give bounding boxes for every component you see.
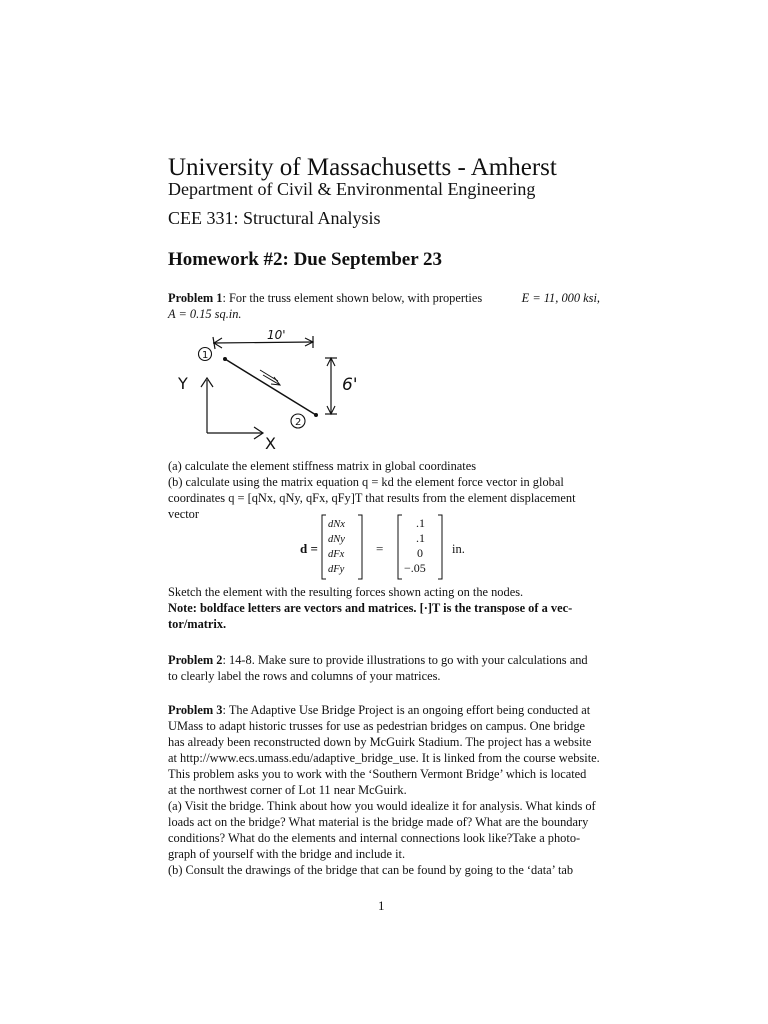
- part-a-text: (a) calculate the element stiffness matrix in global coordinates: [168, 459, 477, 473]
- sketch-instruction: Sketch the element with the resulting forces shown acting on the nodes.: [168, 585, 524, 599]
- problem3-label: Problem 3: [168, 703, 223, 717]
- matrix-symbol-3: dFx: [328, 549, 345, 560]
- truss-member: [225, 359, 316, 415]
- global-axes: [177, 374, 276, 453]
- y-axis-label: Y: [178, 374, 188, 393]
- problem3-line-10: graph of yourself with the bridge and include it.: [168, 847, 406, 861]
- matrix-lhs: d =: [300, 541, 318, 556]
- x-axis-label: X: [265, 434, 276, 453]
- problem3-line-3: has already been reconstructed down by McGuirk Stadium. The project has a website: [168, 735, 592, 749]
- a-property: A = 0.15 sq.in.: [168, 307, 242, 321]
- university-heading: University of Massachusetts - Amherst: [168, 154, 557, 181]
- dim-10ft-label: 10': [267, 328, 286, 342]
- problem1-label: Problem 1: [168, 291, 223, 305]
- problem3: [168, 702, 600, 878]
- node-1-label: 1: [202, 350, 209, 361]
- node-2-point: [314, 413, 318, 417]
- displacement-vector-equation: [298, 512, 498, 582]
- problem3-line-9: conditions? What do the elements and internal connections look like?Take a photo-: [168, 831, 581, 845]
- problem1-intro-text: : For the truss element shown below, with properties: [222, 291, 483, 305]
- note-line-1: Note: boldface letters are vectors and matrices. [·]T is the transpose of a vec-: [168, 601, 573, 615]
- dim-6ft-label: 6': [342, 375, 358, 395]
- note-line-2: tor/matrix.: [168, 617, 227, 631]
- part-b-line-1: (b) calculate using the matrix equation q = kd the element force vector in global: [168, 475, 564, 489]
- problem2-label: Problem 2: [168, 653, 223, 667]
- problem2: [168, 652, 600, 684]
- matrix-equals: =: [376, 541, 384, 556]
- page-number: 1: [378, 898, 385, 913]
- matrix-unit: in.: [452, 542, 465, 556]
- part-b-line-3: vector: [168, 507, 199, 521]
- homework-title: Homework #2: Due September 23: [168, 249, 443, 270]
- node-2-marker: [291, 414, 305, 428]
- problem3-line-6: at the northwest corner of Lot 11 near McGuirk.: [168, 783, 407, 797]
- matrix-value-3: 0: [417, 546, 423, 560]
- problem3-line-11: (b) Consult the drawings of the bridge that can be found by going to the ‘data’ tab: [168, 863, 574, 877]
- matrix-symbol-4: dFy: [328, 564, 345, 575]
- node-1-point: [223, 357, 227, 361]
- problem1-closing: [168, 584, 600, 632]
- matrix-symbol-1: dNx: [328, 519, 345, 530]
- problem2-line-2: to clearly label the rows and columns of your matrices.: [168, 669, 441, 683]
- e-property: E = 11, 000 ksi,: [521, 291, 600, 305]
- horizontal-dimension: [213, 328, 313, 349]
- matrix-symbol-2: dNy: [328, 534, 345, 545]
- department-heading: Department of Civil & Environmental Engineering: [168, 179, 536, 199]
- course-heading: CEE 331: Structural Analysis: [168, 208, 381, 228]
- problem3-line-8: loads act on the bridge? What material is the bridge made of? What are the boundary: [168, 815, 589, 829]
- node-2-label: 2: [295, 417, 302, 428]
- vertical-dimension: [325, 358, 358, 414]
- problem3-line-2: UMass to adapt historic trusses for use as pedestrian bridges on campus. One bridge: [168, 719, 586, 733]
- problem3-line-7: (a) Visit the bridge. Think about how you would idealize it for analysis. What kinds of: [168, 799, 596, 813]
- node-1-marker: [199, 348, 212, 362]
- problem3-line-1: : The Adaptive Use Bridge Project is an ongoing effort being conducted at: [222, 703, 591, 717]
- problem1-intro: [168, 290, 600, 322]
- matrix-value-4: −.05: [404, 561, 426, 575]
- problem2-line-1: : 14-8. Make sure to provide illustrations to go with your calculations and: [222, 653, 588, 667]
- matrix-value-2: .1: [416, 531, 425, 545]
- part-b-line-2: coordinates q = [qNx, qNy, qFx, qFy]T that results from the element displacement: [168, 491, 576, 505]
- truss-element-figure: [170, 325, 380, 455]
- problem3-line-5: This problem asks you to work with the ‘Southern Vermont Bridge’ which is located: [168, 767, 587, 781]
- matrix-value-1: .1: [416, 516, 425, 530]
- problem3-line-4: at http://www.ecs.umass.edu/adaptive_bridge_use. It is linked from the course website.: [168, 751, 600, 765]
